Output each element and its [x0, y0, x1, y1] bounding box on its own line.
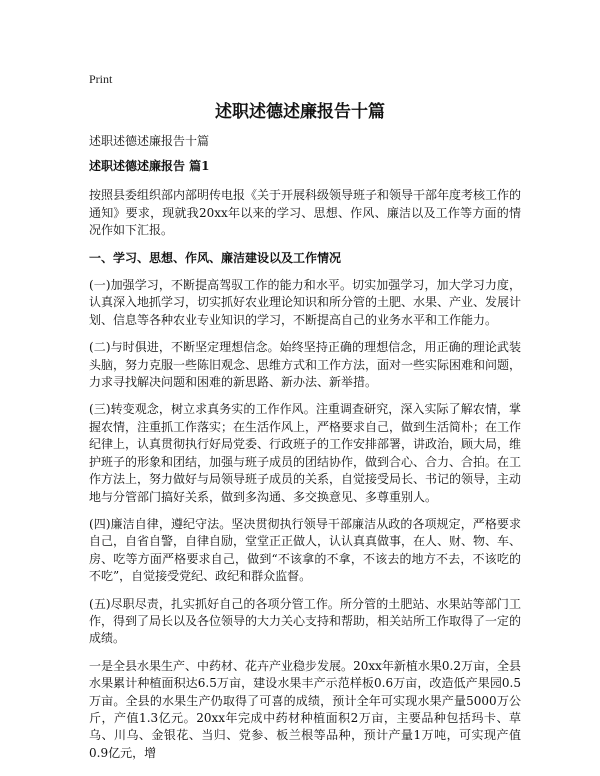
print-link[interactable]: Print: [89, 72, 113, 86]
intro-paragraph: 按照县委组织部内部明传电报《关于开展科级领导班子和领导干部年度考核工作的通知》要求，现就我20xx年以来的学习、思想、作风、廉洁以及工作等方面的情况作如下汇报。: [89, 188, 522, 238]
paragraph-fruit-production: 一是全县水果生产、中药材、花卉产业稳步发展。20xx年新植水果0.2万亩，全县水果累计种植面积达6.5万亩，建设水果丰产示范样板0.6万亩，改造低产果园0.5万亩。全县的水果生产仍取得了可喜的成绩，预计全年可实现水果产量5000万公斤，产值1.3亿元。20xx年完成中药材种植面积2万亩，主要品种包括玛卡、草乌、川乌、金银花、当归、党参、板兰根等品种，预计产量1万吨，可实现产值0.9亿元，增: [89, 658, 521, 760]
article-body: [89, 158, 521, 772]
paragraph-duties: (五)尽职尽责，扎实抓好自己的各项分管工作。所分管的土肥站、水果站等部门工作，得到了局长以及各位领导的大力关心支持和帮助，相关站所工作取得了一定的成绩。: [89, 596, 522, 646]
document-title: 述职述德述廉报告十篇: [215, 102, 385, 122]
paragraph-integrity: (四)廉洁自律，遵纪守法。坚决贯彻执行领导干部廉洁从政的各项规定，严格要求自己，自省自警，自律自励，堂堂正正做人，认认真真做事，在人、财、物、车、房、吃等方面严格要求自己，做到“不该拿的不拿，不该去的地方不去，不该吃的不吃”，自觉接受党纪、政纪和群众监督。: [89, 516, 522, 584]
section-heading: 一、学习、思想、作风、廉洁建设以及工作情况: [89, 250, 342, 265]
paragraph-study: (一)加强学习，不断提高驾驭工作的能力和水平。切实加强学习，加大学习力度，认真深入地抓学习，切实抓好农业理论知识和所分管的土肥、水果、产业、发展计划、信息等各种农业专业知识的学习，不断提高自己的业务水平和工作能力。: [89, 278, 522, 327]
paragraph-work-style: (三)转变观念，树立求真务实的工作作风。注重调查研究，深入实际了解农情，掌握农情，注重抓工作落实；在生活作风上，严格要求自己，做到生活简朴；在工作纪律上，认真贯彻执行好局党委、行政班子的工作安排部署，讲政治，顾大局，维护班子的形象和团结，加强与班子成员的团结协作，做到合心、合力、合拍。在工作方法上，努力做好与局领导班子成员的关系，自觉接受局长、书记的领导，主动地与分管部门搞好关系，做到多沟通、多交换意见、多尊重别人。: [89, 402, 522, 504]
document-subtitle: 述职述德述廉报告十篇: [89, 134, 210, 148]
article-heading: 述职述德述廉报告 篇1: [89, 159, 210, 173]
paragraph-ideals: (二)与时俱进，不断坚定理想信念。始终坚持正确的理想信念，用正确的理论武装头脑，努力克服一些陈旧观念、思维方式和工作方法，面对一些实际困难和问题，力求寻找解决问题和困难的新思路、新办法、新举措。: [89, 340, 522, 390]
